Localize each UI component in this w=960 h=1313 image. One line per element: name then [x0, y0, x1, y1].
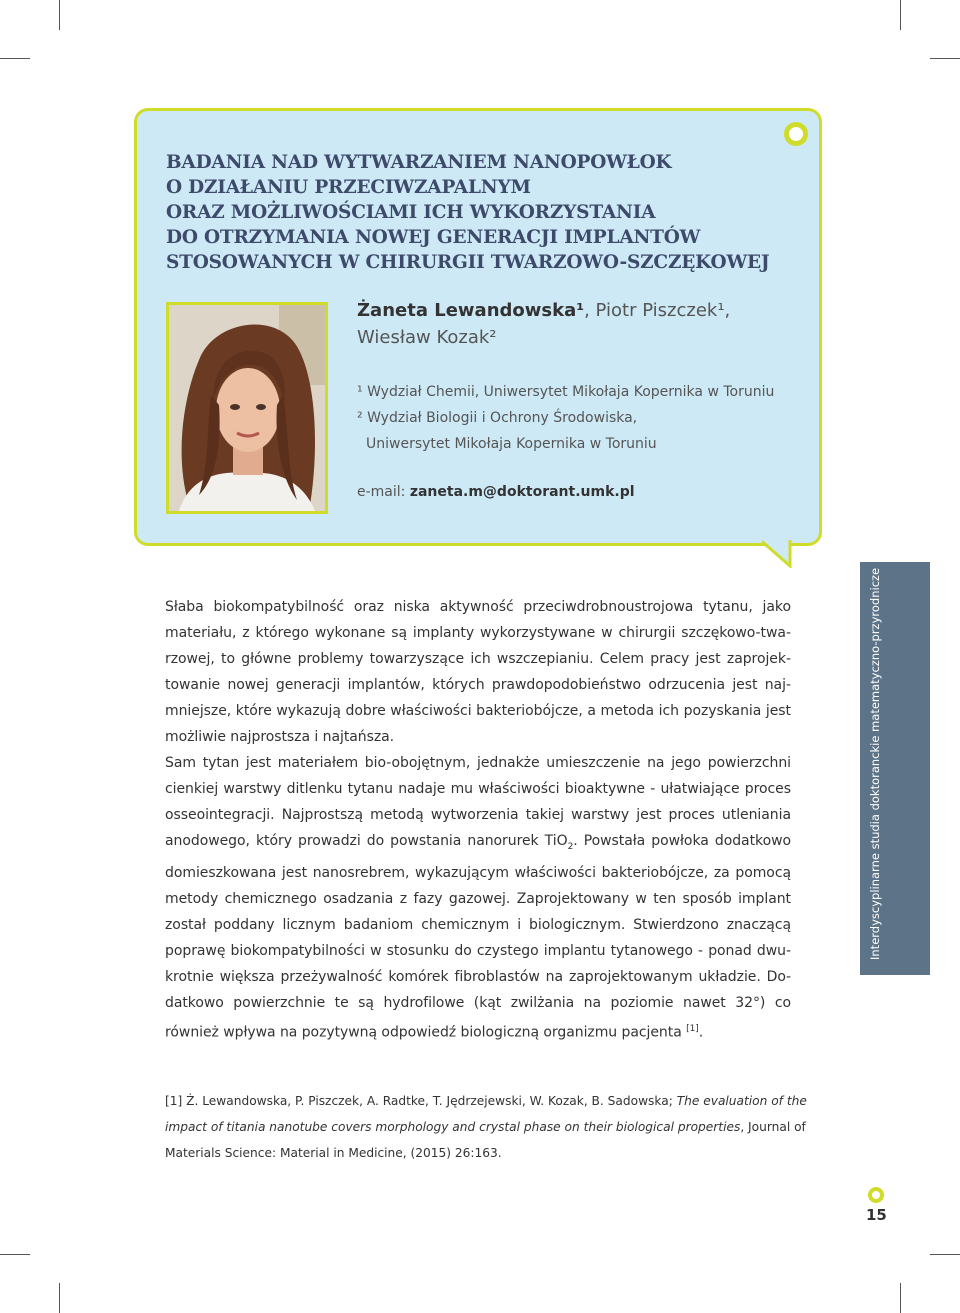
references [165, 1088, 807, 1166]
abstract-paragraph [165, 750, 791, 1045]
abstract-paragraph: Słaba biokompatybilność oraz niska aktywność przeciwdrobnoustrojowa tytanu, jako materiału, z którego wykonane są implanty wykorzystywane w chirurgii szczękowo-twarzowej, to główne problemy towarzyszące ich wszczepianiu. Celem pracy jest zaprojektowanie nowej generacji implantów, których prawdopodobieństwo odrzucenia jest najmniejsze, które wykazują dobre właściwości bakteriobójcze, a metoda ich pozyskania jest możliwie najprostsza i najtańsza. [165, 599, 791, 745]
crop-mark [900, 1283, 901, 1313]
title-line: STOSOWANYCH W CHIRURGII TWARZOWO-SZCZĘKOWEJ [166, 252, 770, 273]
author-photo [166, 302, 328, 514]
reference-title: The evaluation of the [676, 1094, 807, 1108]
accent-dot-icon [784, 122, 808, 146]
crop-mark [0, 1254, 30, 1255]
crop-mark [59, 0, 60, 30]
affiliation-item: ² Wydział Biologii i Ochrony Środowiska, [357, 410, 638, 426]
crop-mark [900, 0, 901, 30]
co-authors: , Piotr Piszczek¹, [584, 300, 731, 321]
title-line: O DZIAŁANIU PRZECIWZAPALNYM [166, 177, 531, 198]
crop-mark [930, 1254, 960, 1255]
citation-ref: [1] [686, 1023, 699, 1034]
page-number: 15 [866, 1206, 887, 1224]
crop-mark [930, 58, 960, 59]
affiliations [357, 379, 774, 457]
email-address[interactable]: zaneta.m@doktorant.umk.pl [409, 484, 635, 500]
co-author-line: Wiesław Kozak² [357, 327, 497, 348]
crop-mark [59, 1283, 60, 1313]
speech-bubble-tail [762, 540, 794, 568]
abstract [165, 594, 791, 1045]
main-author: Żaneta Lewandowska¹ [357, 300, 585, 321]
crop-mark [0, 58, 30, 59]
abstract-text: . Powstała powłoka dodatkowo domieszkowana jest nanosrebrem, wykazującym właściwości bakteriobójcze, za pomocą metody chemicznego osadzania z fazy gazowej. Zaprojektowany w ten sposób implant został poddany licznym badaniom chemicznym i biologicznym. Stwierdzono znaczącą poprawę biokompatybilności w stosunku do czystego implantu tytanowego - ponad dwukrotnie większa przeżywalność komórek fibroblastów na zaprojektowanym układzie. Dodatkowo powierzchnie te są hydrofilowe (kąt zwilżania na poziomie nawet 32°) co również wpływa na pozytywną odpowiedź biologiczną organizmu pacjenta [165, 833, 792, 1041]
reference-text: Materials Science: Material in Medicine, (2015) 26:163. [165, 1146, 502, 1160]
abstract-text: Sam tytan jest materiałem bio-obojętnym, jednakże umieszczenie na jego powierzchni cienkiej warstwy ditlenku tytanu nadaje mu właściwości bioaktywne - ułatwiające proces osseointegracji. Najprostszą metodą wytworzenia takiej warstwy jest proces utleniania anodowego, który prowadzi do powstania nanorurek TiO [165, 755, 791, 849]
abstract-text: . [698, 1024, 704, 1041]
reference-text: [1] Ż. Lewandowska, P. Piszczek, A. Radtke, T. Jędrzejewski, W. Kozak, B. Sadowska; [165, 1094, 677, 1108]
title-line: BADANIA NAD WYTWARZANIEM NANOPOWŁOK [166, 152, 672, 173]
subscript: 2 [567, 841, 574, 852]
title-line: DO OTRZYMANIA NOWEJ GENERACJI IMPLANTÓW [166, 227, 701, 248]
sidebar-label: Interdyscyplinarne studia doktoranckie matematyczno-przyrodnicze [868, 567, 882, 960]
email-line [357, 484, 635, 500]
affiliation-item: Uniwersytet Mikołaja Kopernika w Toruniu [366, 436, 657, 452]
article-title [166, 150, 786, 275]
reference-title: impact of titania nanotube covers morphology and crystal phase on their biological properties [165, 1120, 741, 1134]
reference-text: , Journal of [740, 1120, 806, 1134]
email-label: e-mail: [357, 484, 410, 500]
accent-dot-icon [868, 1187, 884, 1203]
title-line: ORAZ MOŻLIWOŚCIAMI ICH WYKORZYSTANIA [166, 202, 656, 223]
portrait-image [169, 305, 325, 511]
author-list [357, 297, 730, 351]
affiliation-item: ¹ Wydział Chemii, Uniwersytet Mikołaja Kopernika w Toruniu [357, 384, 775, 400]
